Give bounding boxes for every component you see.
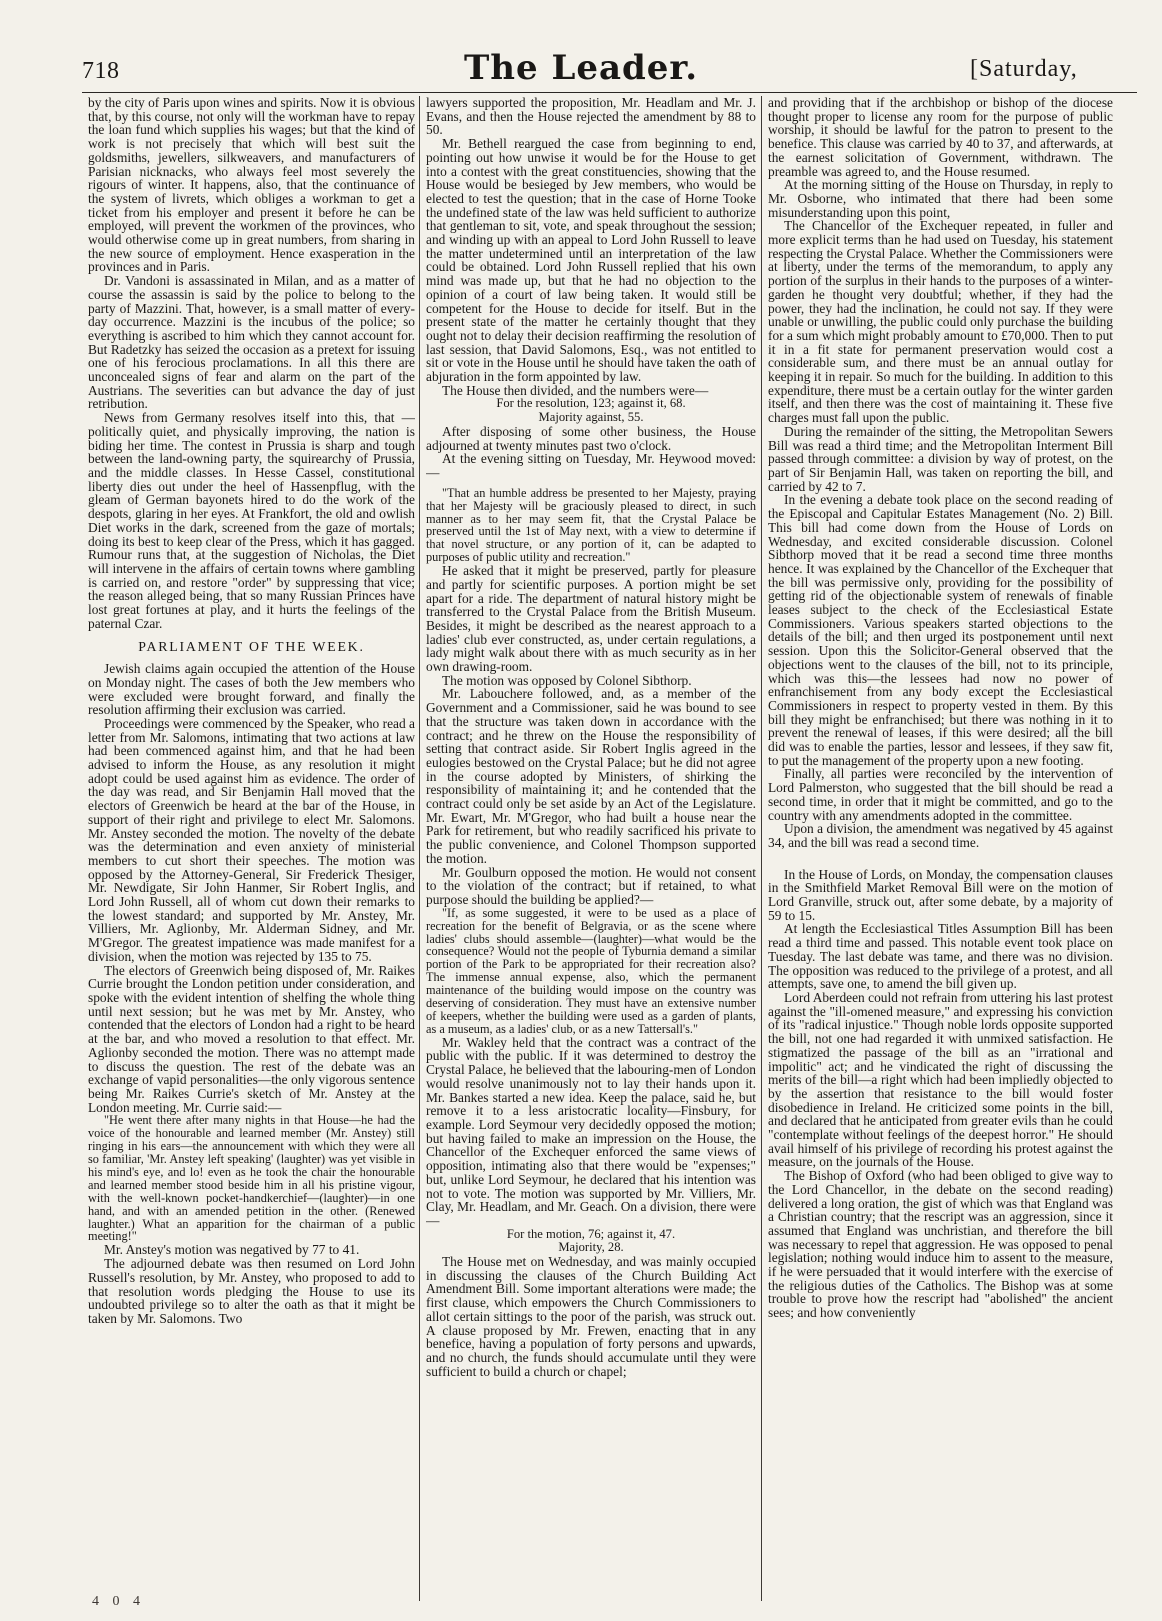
paragraph: Mr. Goulburn opposed the motion. He would not consent to the violation of the contract; but if retained, to what purpose should the building be applied?— [426,864,756,907]
paragraph: Finally, all parties were reconciled by the intervention of Lord Palmerston, who suggested that the bill should be read a second time, in order that it might be committed, and go to the country with any amendments adopted in the committee. [768,766,1113,823]
paragraph: The motion was opposed by Colonel Sibthorp. [442,672,692,688]
paragraph: News from Germany resolves itself into this, that —politically quiet, and physically improving, the nation is biding her time. The contest in Prussia is sharp and tough between the land-owning party, the squirearchy of Prussia, and the middle classes. In Hesse Cassel, constitutional liberty dies out under the heel of Hassenpflug, with the gleam of German bayonets hired to do the work of the despots, glaring in her eyes. At Frankfort, the old and owlish Diet works in the dark, screened from the gaze of mortals; doing its best to keep clear of the Press, which it has gagged. Rumour runs that, at the suggestion of Nicholas, the Diet will intervene in the affairs of certain towns where gambling is carried on, and restore "order" by suppressing that vice; the reason alleged being, that so many Russian Princes have lost great fortunes at play, and it hurts the feelings of the paternal Czar. [88,410,415,631]
issue-day: [Saturday, [970,56,1078,82]
column-2 [426,96,756,1596]
column-divider [761,96,762,1601]
paragraph: and providing that if the archbishop or bishop of the diocese thought proper to license any room for the purpose of public worship, it should be lawful for the patron to present to the benefice. This clause was carried by 40 to 37, and afterwards, at the earnest solicitation of Government, withdrawn. The preamble was agreed to, and the House resumed. [768,96,1113,179]
header-rule [82,92,1137,93]
block-quote: "He went there after many nights in that House—he had the voice of the honourable and learned member (Mr. Anstey) still ringing in his ears—the announcement with which they were all so familiar, 'Mr. Anstey left speaking' (laughter) was yet visible in his mind's eye, and lo! even as he took the chair the honourable and learned member stood beside him in all his pristine vigour, with the well-known pocket-handkerchief—(laughter)—in one hand, and with an amended petition in the other. (Renewed laughter.) What an apparition for the chairman of a public meeting!" [88,1113,415,1244]
paragraph: Jewish claims again occupied the attention of the House on Monday night. The cases of both the Jew members who were excluded were brought forward, and finally the resolution affirming their exclusion was carried. [88,661,415,718]
paragraph: The Chancellor of the Exchequer repeated, in fuller and more explicit terms than he had used on Tuesday, his statement respecting the Crystal Palace. Whether the Commissioners were at liberty, under the terms of the memorandum, to apply any portion of the surplus in their hands to the purposes of a winter-garden he thought very doubtful; whether, if they had the power, they had the inclination, he could not say. If they were unable or unwilling, the public could only purchase the building for a sum which might probably amount to £70,000. Then to put it in a fit state for permanent preservation would cost a considerable sum, and there must be an annual outlay for keeping it in repair. So much for the building. In addition to this expenditure, there must be a certain outlay for the winter garden itself, and then there was the cost of maintaining it. These five charges must fall upon the public. [768,218,1113,426]
paragraph: lawyers supported the proposition, Mr. Headlam and Mr. J. Evans, and then the House rejected the amendment by 88 to 50. [426,96,756,138]
division-result: For the resolution, 123; against it, 68. [496,396,686,411]
paragraph: In the evening a debate took place on the second reading of the Episcopal and Capitular Estates Management (No. 2) Bill. This bill had come down from the House of Lords on Wednesday, and excited considerable discussion. Colonel Sibthorp moved that it be read a second time three months hence. It was explained by the Chancellor of the Exchequer that the bill was permissive only, providing for the possibility of getting rid of the objectionable system of renewals of finable leases subject to the check of the Ecclesiastical Estate Commissioners. Various speakers started objections to the details of the bill; and then urged its postponement until next session. Upon this the Solicitor-General observed that the objections went to the clauses of the bill, not to its principle, which was this—the lessees had now no power of enfranchisement from any body except the Ecclesiastical Commissioners in respect to property vested in them. By this bill they might be enfranchised; but there was nothing in it to prevent the renewal of leases, if this were desired; all the bill did was to enable the parties, lessor and lessees, if they saw fit, to put the management of the property upon a new footing. [768,492,1113,768]
block-quote: "That an humble address be presented to her Majesty, praying that her Majesty will be graciously pleased to direct, in such manner as to her may seem fit, that the Crystal Palace be preserved until the 1st of May next, with a view to determine if that novel structure, or any portion of it, can be adapted to purposes of public utility and recreation." [426,485,756,565]
folio-mark: 4 0 4 [92,1594,145,1609]
masthead [0,0,1162,90]
paragraph: The adjourned debate was then resumed on Lord John Russell's resolution, by Mr. Anstey, who proposed to add to that resolution words pledging the House to use its undoubted privilege so to alter the oath as that it might be taken by Mr. Salomons. Two [88,1256,415,1326]
paragraph: by the city of Paris upon wines and spirits. Now it is obvious that, by this course, not only will the workman have to repay the loan fund which supplies his wages; but that the kind of work is not precisely that which will best suit the goldsmiths, jewellers, silkweavers, and manufacturers of Parisian nicknacks, who always feel most severely the rigours of winter. It happens, also, that the continuance of the system of livrets, which obliges a workman to get a ticket from his employer and present it before he can be employed, will prevent the workmen of the provinces, who would otherwise come up in great numbers, from sharing in the new source of employment. Hence exasperation in the provinces and in Paris. [88,96,415,275]
majority-result: Majority, 28. [558,1240,624,1255]
column-3 [768,96,1113,1596]
paragraph: The House met on Wednesday, and was mainly occupied in discussing the clauses of the Church Building Act Amendment Bill. Some important alterations were made; the first clause, which empowers the Church Commissioners to allot certain sittings to the poor of the parish, was struck out. A clause proposed by Mr. Frewen, enacting that in any benefice, having a population of forty persons and upwards, and no church, the funds should accumulate until they were sufficient to build a church or chapel; [426,1254,756,1379]
page-number: 718 [82,58,120,84]
paragraph: The House then divided, and the numbers were— [442,382,709,398]
section-heading: PARLIAMENT OF THE WEEK. [138,639,365,655]
paragraph: After disposing of some other business, the House adjourned at twenty minutes past two o'clock. [426,423,756,453]
paragraph: During the remainder of the sitting, the Metropolitan Sewers Bill was read a third time; and the Metropolitan Interment Bill passed through committee: a division by way of protest, on the part of Sir Benjamin Hall, was taken on reporting the bill, and carried by 42 to 7. [768,423,1113,494]
paragraph: Dr. Vandoni is assassinated in Milan, and as a matter of course the assassin is said by the police to belong to the party of Mazzini. That, however, is a small matter of every-day occurrence. Mazzini is the incubus of the police; so everything is ascribed to him which they cannot account for. But Radetzky has seized the occasion as a pretext for issuing one of his ferocious proclamations. In all this there are unconcealed signs of fear and alarm on the part of the Austrians. The severities can but advance the day of just retribution. [88,273,415,412]
block-quote: "If, as some suggested, it were to be used as a place of recreation for the benefit of Belgravia, or as the scene where ladies' clubs should assemble—(laughter)—what would be the consequence? Would not the people of Tyburnia demand a similar portion of the Park to be appropriated for their recreation also? The immense annual expense, also, which the permanent maintenance of the building would impose on the country was deserving of consideration. They must have an extensive number of keepers, whether the building were used as a garden of plants, as a museum, as a ladies' club, or as a new Tattersall's." [426,905,756,1036]
paragraph: At the morning sitting of the House on Thursday, in reply to Mr. Osborne, who intimated that there had been some misunderstanding upon this point, [768,177,1113,220]
paragraph: Proceedings were commenced by the Speaker, who read a letter from Mr. Salomons, intimating that two actions at law had been commenced against him, and that he had been advised to inform the House, as any resolution it might adopt could be used against him as evidence. The order of the day was read, and Sir Benjamin Hall moved that the electors of Greenwich be heard at the bar of the House, in support of their right and privilege to elect Mr. Salomons. Mr. Anstey seconded the motion. The novelty of the debate was the determination and even anxiety of ministerial members to cut short their speeches. The motion was opposed by the Attorney-General, Sir Frederick Thesiger, Mr. Newdigate, Sir John Hanmer, Sir Robert Inglis, and Lord John Russell, all of whom cut down their remarks to the lowest standard; and supported by Mr. Anstey, Mr. Villiers, Mr. Aglionby, Mr. Alderman Sidney, and Mr. M'Gregor. The greatest impatience was made manifest for a division, when the motion was rejected by 135 to 75. [88,715,415,964]
paragraph: Upon a division, the amendment was negatived by 45 against 34, and the bill was read a second time. [768,821,1113,850]
paragraph: The electors of Greenwich being disposed of, Mr. Raikes Currie brought the London petition under consideration, and spoke with the evident intention of shelfing the whole thing until next session; but he was met by Mr. Anstey, who contended that the electors of London had a right to be heard at the bar, and who moved a resolution to that effect. Mr. Aglionby seconded the motion. There was no attempt made to discuss the question. The rest of the debate was an exchange of vapid personalities—the only vigorous sentence being Mr. Raikes Currie's sketch of Mr. Anstey at the London meeting. Mr. Currie said:— [88,962,415,1115]
newspaper-title: The Leader. [463,48,699,88]
paragraph: Lord Aberdeen could not refrain from uttering his last protest against the "ill-omened measure," and expressing his conviction of its "radical injustice." Though noble lords opposite supported the bill, not one had regarded it with unmixed satisfaction. He stigmatized the passage of the bill as an "irrational and impolitic" act; and he vindicated the right of discussing the merits of the bill—a right which had been impliedly objected to by the assertion that resistance to the bill would foster disobedience in Ireland. He criticized some points in the bill, and declared that he anticipated from greater evils than he could "contemplate without feelings of the deepest horror." He should avail himself of his privilege of recording his protest against the measure, on the journals of the House. [768,990,1113,1170]
paragraph: In the House of Lords, on Monday, the compensation clauses in the Smithfield Market Removal Bill were on the motion of Lord Granville, struck out, after some debate, by a majority of 59 to 15. [768,866,1113,923]
paragraph: Mr. Wakley held that the contract was a contract of the public with the public. If it was determined to destroy the Crystal Palace, he believed that the labouring-men of London would resolve unanimously not to lay their hands upon it. Mr. Bankes started a new idea. Keep the palace, said he, but remove it to a less aristocratic locality—Finsbury, for example. Lord Seymour very decidedly opposed the motion; but having failed to make an impression on the House, the Chancellor of the Exchequer enforced the same views of opposition, intimating also that there would be "expenses;" but, unlike Lord Seymour, he declared that his intention was not to vote. The motion was supported by Mr. Villiers, Mr. Clay, Mr. Headlam, and Mr. Geach. On a division, there were— [426,1034,756,1228]
paragraph: He asked that it might be preserved, partly for pleasure and partly for scientific purposes. A portion might be set apart for a ride. The department of natural history might be transferred to the Crystal Palace from the British Museum. Besides, it might be described as the nearest approach to a ladies' club ever constructed, as, under certain regulations, a lady might walk about there with as much security as in her own drawing-room. [426,563,756,675]
paragraph: At the evening sitting on Tuesday, Mr. Heywood moved:— [426,451,756,480]
paragraph: Mr. Bethell reargued the case from beginning to end, pointing out how unwise it would be for the House to get into a contest with the great constituencies, showing that the House would be besieged by Jew members, who would be elected to test the question; that in the case of Horne Tooke the undefined state of the law was held sufficient to authorize that gentleman to sit, vote, and speak throughout the session; and winding up with an appeal to Lord John Russell to leave the matter undetermined until an interpretation of the law could be obtained. Lord John Russell replied that his own mind was made up, but that he had no objection to the opinion of a court of law being taken. It would still be competent for the House to decide for itself. But in the present state of the matter he certainly thought that they ought not to delay their decision reaffirming the resolution of last session, that David Salomons, Esq., was not entitled to sit or vote in the House until he should have taken the oath of abjuration in the form appointed by law. [426,136,756,385]
paragraph: Mr. Labouchere followed, and, as a member of the Government and a Commissioner, said he was bound to see that the structure was taken down in accordance with the contract; and he threw on the House the responsibility of setting that contract aside. Sir Robert Inglis agreed in the eulogies bestowed on the Crystal Palace; but he did not agree in the course adopted by Ministers, of shirking the responsibility of maintaining it; and he contended that the contract could only be set aside by an Act of the Legislature. Mr. Ewart, Mr. M'Gregor, who had built a house near the Park for retirement, but who readily sacrificed his private to the public convenience, and Colonel Thompson supported the motion. [426,686,756,866]
paragraph: The Bishop of Oxford (who had been obliged to give way to the Lord Chancellor, in the debate on the second reading) delivered a long oration, the gist of which was that England was a Christian country; that the rescript was an aggression, since it assumed that England was unchristian, and therefore the bill was necessary to repel that aggression. He was opposed to penal legislation; nothing would induce him to assent to the measure, if he were persuaded that it would interfere with the exercise of the religious duties of the Catholics. The Bishop was at some trouble to prove how the rescript had "abolished" the ancient sees; and how conveniently [768,1168,1113,1321]
paragraph: At length the Ecclesiastical Titles Assumption Bill has been read a third time and passed. This notable event took place on Tuesday. The last debate was tame, and there was no division. The opposition was reduced to the privilege of a protest, and all attempts, save one, to amend the bill given up. [768,921,1113,992]
column-divider [419,96,420,1601]
majority-result: Majority against, 55. [538,410,644,425]
spacer [768,850,1113,868]
division-result: For the motion, 76; against it, 47. [506,1226,676,1241]
column-1 [88,96,415,1596]
paragraph: Mr. Anstey's motion was negatived by 77 to 41. [104,1242,360,1258]
